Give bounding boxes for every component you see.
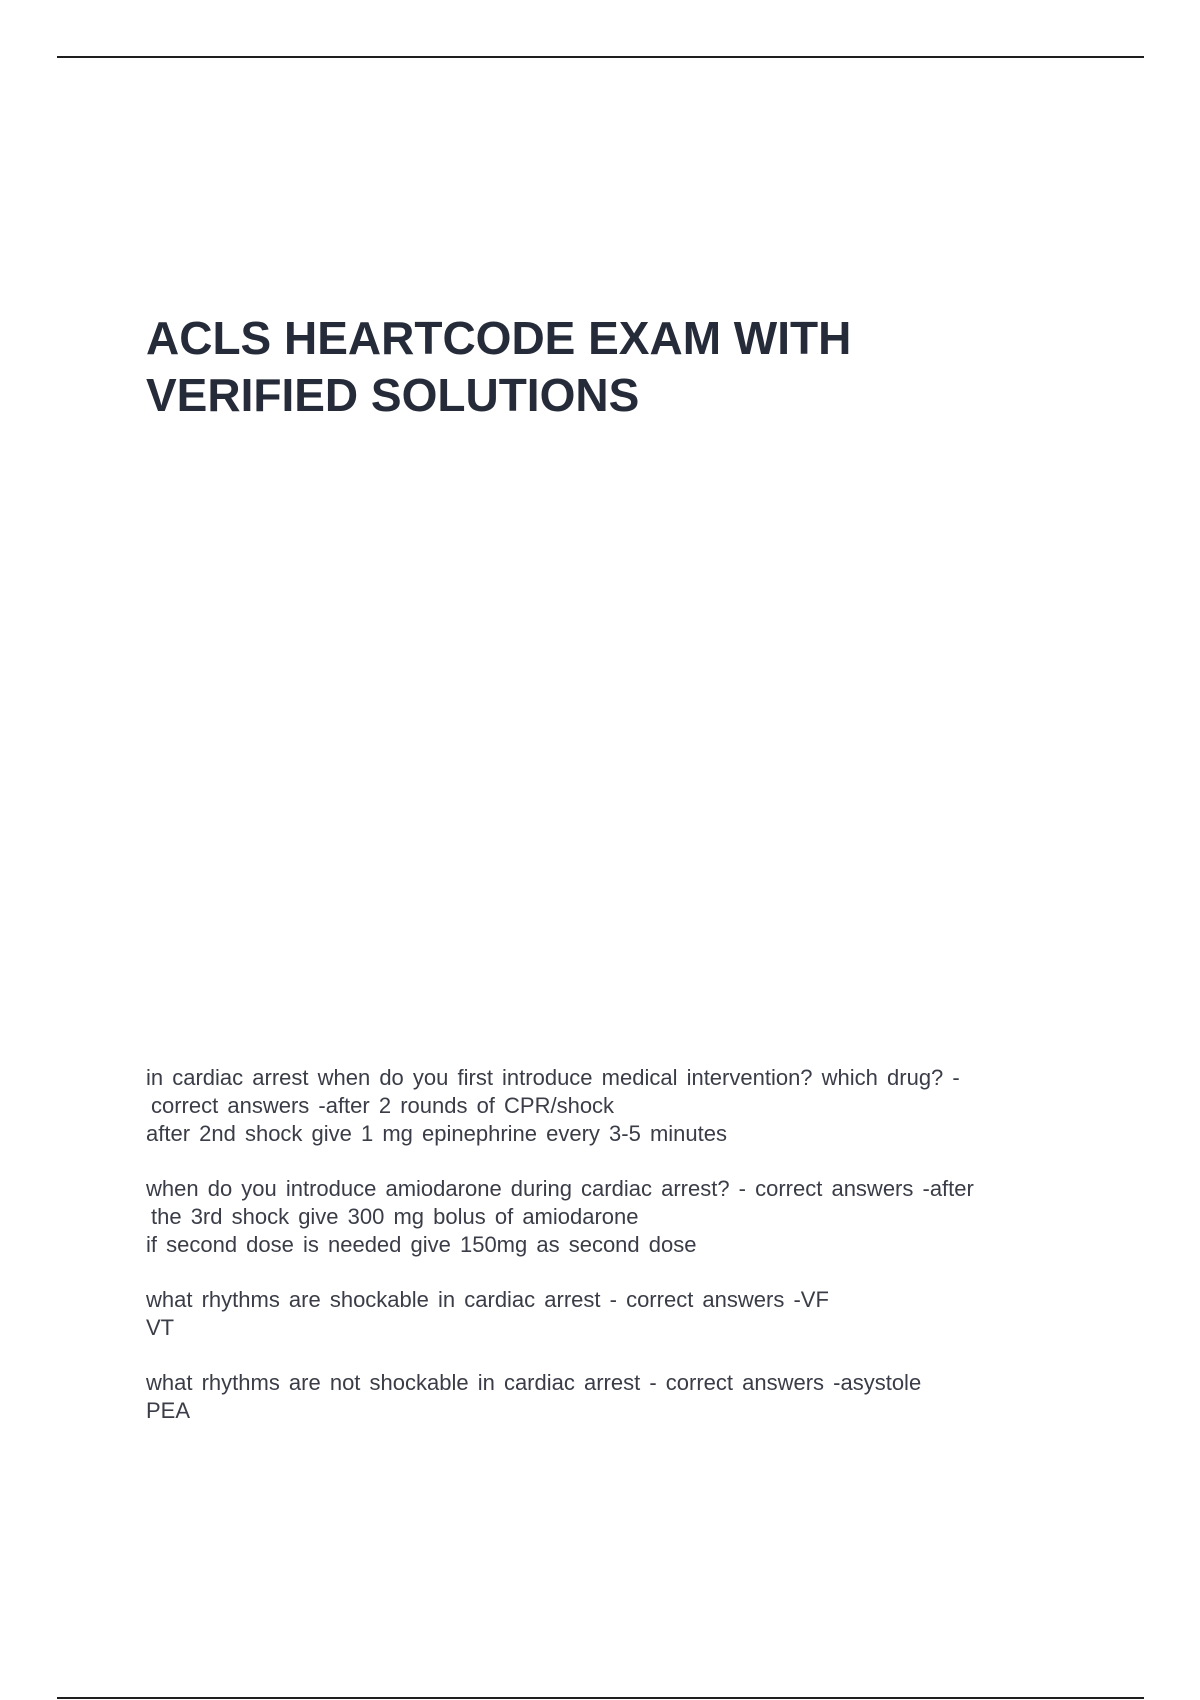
qa-item-2 xyxy=(146,1175,1066,1259)
qa-item-3 xyxy=(146,1286,1066,1342)
qa-answer: the 3rd shock give 300 mg bolus of amiodarone xyxy=(151,1204,639,1229)
qa-answer: if second dose is needed give 150mg as second dose xyxy=(146,1232,697,1257)
qa-answer: after 2nd shock give 1 mg epinephrine every 3-5 minutes xyxy=(146,1121,727,1146)
qa-item-1 xyxy=(146,1064,1066,1148)
qa-item-4 xyxy=(146,1369,1066,1425)
qa-question: in cardiac arrest when do you first introduce medical intervention? which drug? - xyxy=(146,1065,960,1090)
qa-list xyxy=(146,1064,1066,1452)
top-rule xyxy=(57,56,1144,58)
qa-answer: correct answers -after 2 rounds of CPR/shock xyxy=(151,1093,615,1118)
title-line-1: ACLS HEARTCODE EXAM WITH xyxy=(146,312,852,364)
qa-answer: PEA xyxy=(146,1398,191,1423)
qa-question: what rhythms are not shockable in cardiac arrest - correct answers -asystole xyxy=(146,1370,922,1395)
document-title xyxy=(146,310,1096,424)
title-line-2: VERIFIED SOLUTIONS xyxy=(146,369,640,421)
qa-answer: VT xyxy=(146,1315,175,1340)
qa-question: what rhythms are shockable in cardiac arrest - correct answers -VF xyxy=(146,1287,829,1312)
qa-question: when do you introduce amiodarone during cardiac arrest? - correct answers -after xyxy=(146,1176,974,1201)
bottom-rule xyxy=(57,1697,1144,1699)
